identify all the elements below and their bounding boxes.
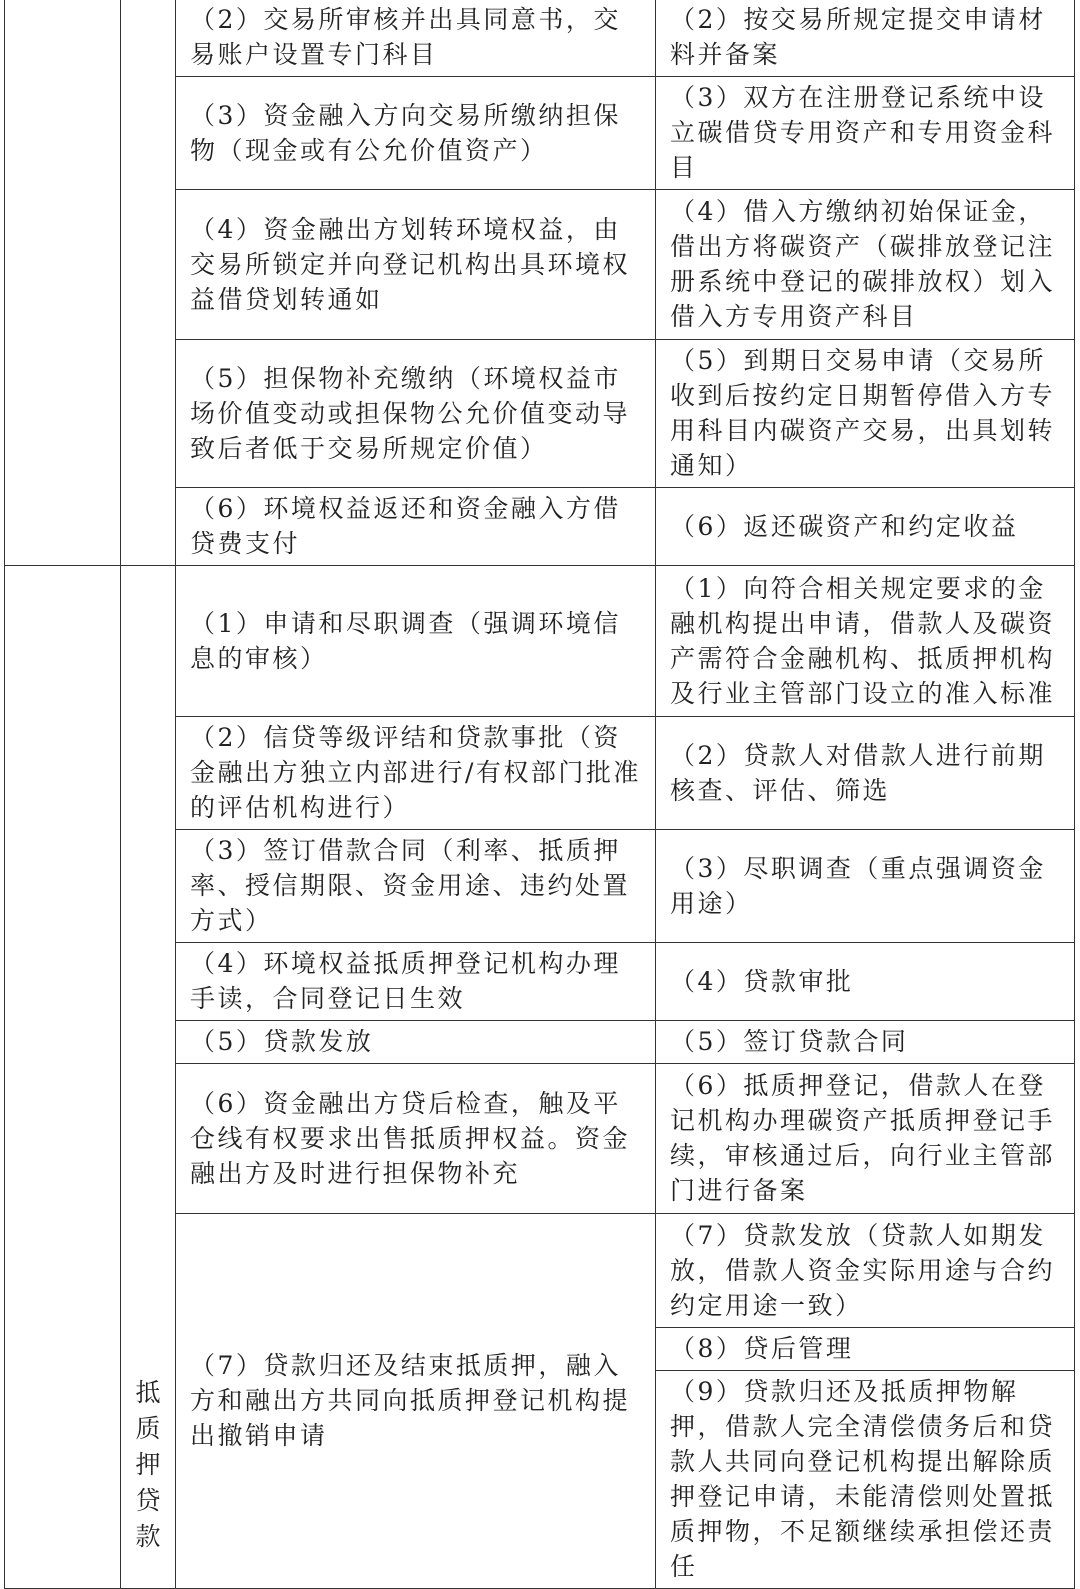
stage-left-cell: （6）资金融出方贷后检查，触及平仓线有权要求出售抵质押权益。资金融出方及时进行担保物补充 [176, 1064, 656, 1214]
category-cell [121, 566, 176, 1589]
stage-left-cell: （2）信贷等级评结和贷款事批（资金融出方独立内部进行/有权部门批准的评估机构进行） [176, 717, 656, 830]
category-cell-top [121, 0, 176, 566]
stage-left-cell: （7）贷款归还及结束抵质押，融入方和融出方共同向抵质押登记机构提出撤销申请 [176, 1214, 656, 1589]
stage-right-cell: （2）按交易所规定提交申请材料并备案 [656, 0, 1075, 77]
stage-left-cell: （4）资金融出方划转环境权益，由交易所锁定并向登记机构出具环境权益借贷划转通如 [176, 190, 656, 340]
table-row [5, 0, 1075, 77]
stage-right-cell: （5）签订贷款合同 [656, 1021, 1075, 1064]
stage-left-cell: （3）资金融入方向交易所缴纳担保物（现金或有公允价值资产） [176, 77, 656, 190]
outer-blank-cell [5, 0, 121, 566]
stage-left-cell: （4）环境权益抵质押登记机构办理手读，合同登记日生效 [176, 943, 656, 1021]
stage-right-cell: （6）返还碳资产和约定收益 [656, 488, 1075, 566]
stage-right-cell: （3）尽职调查（重点强调资金用途） [656, 830, 1075, 943]
stage-right-cell: （4）贷款审批 [656, 943, 1075, 1021]
stage-left-cell: （2）交易所审核并出具同意书，交易账户设置专门科目 [176, 0, 656, 77]
stage-right-cell: （2）贷款人对借款人进行前期核查、评估、筛选 [656, 717, 1075, 830]
stage-left-cell: （5）贷款发放 [176, 1021, 656, 1064]
stage-left-cell: （3）签订借款合同（利率、抵质押率、授信期限、资金用途、违约处置方式） [176, 830, 656, 943]
table-row [5, 566, 1075, 717]
stage-left-cell: （5）担保物补充缴纳（环境权益市场价值变动或担保物公允价值变动导致后者低于交易所规定价值） [176, 340, 656, 488]
outer-blank-cell [5, 566, 121, 1589]
stage-right-cell: （8）贷后管理 [656, 1328, 1075, 1371]
stage-right-cell: （4）借入方缴纳初始保证金，借出方将碳资产（碳排放登记注册系统中登记的碳排放权）划入借入方专用资产科目 [656, 190, 1075, 340]
stage-right-cell: （6）抵质押登记，借款人在登记机构办理碳资产抵质押登记手续，审核通过后，向行业主管部门进行备案 [656, 1064, 1075, 1214]
process-comparison-table [4, 0, 1075, 1589]
stage-left-cell: （1）申请和尽职调查（强调环境信息的审核） [176, 566, 656, 717]
stage-right-cell: （7）贷款发放（贷款人如期发放，借款人资金实际用途与合约约定用途一致） [656, 1214, 1075, 1328]
stage-right-cell: （5）到期日交易申请（交易所收到后按约定日期暂停借入方专用科目内碳资产交易，出具划转通知） [656, 340, 1075, 488]
stage-right-cell: （3）双方在注册登记系统中设立碳借贷专用资产和专用资金科目 [656, 77, 1075, 190]
stage-left-cell: （6）环境权益返还和资金融入方借贷费支付 [176, 488, 656, 566]
stage-right-cell: （1）向符合相关规定要求的金融机构提出申请，借款人及碳资产需符合金融机构、抵质押机构及行业主管部门设立的准入标准 [656, 566, 1075, 717]
category-label: 抵质押贷款 [135, 1377, 161, 1551]
stage-right-cell: （9）贷款归还及抵质押物解押，借款人完全清偿债务后和贷款人共同向登记机构提出解除质押登记申请，未能清偿则处置抵质押物，不足额继续承担偿还责任 [656, 1371, 1075, 1589]
